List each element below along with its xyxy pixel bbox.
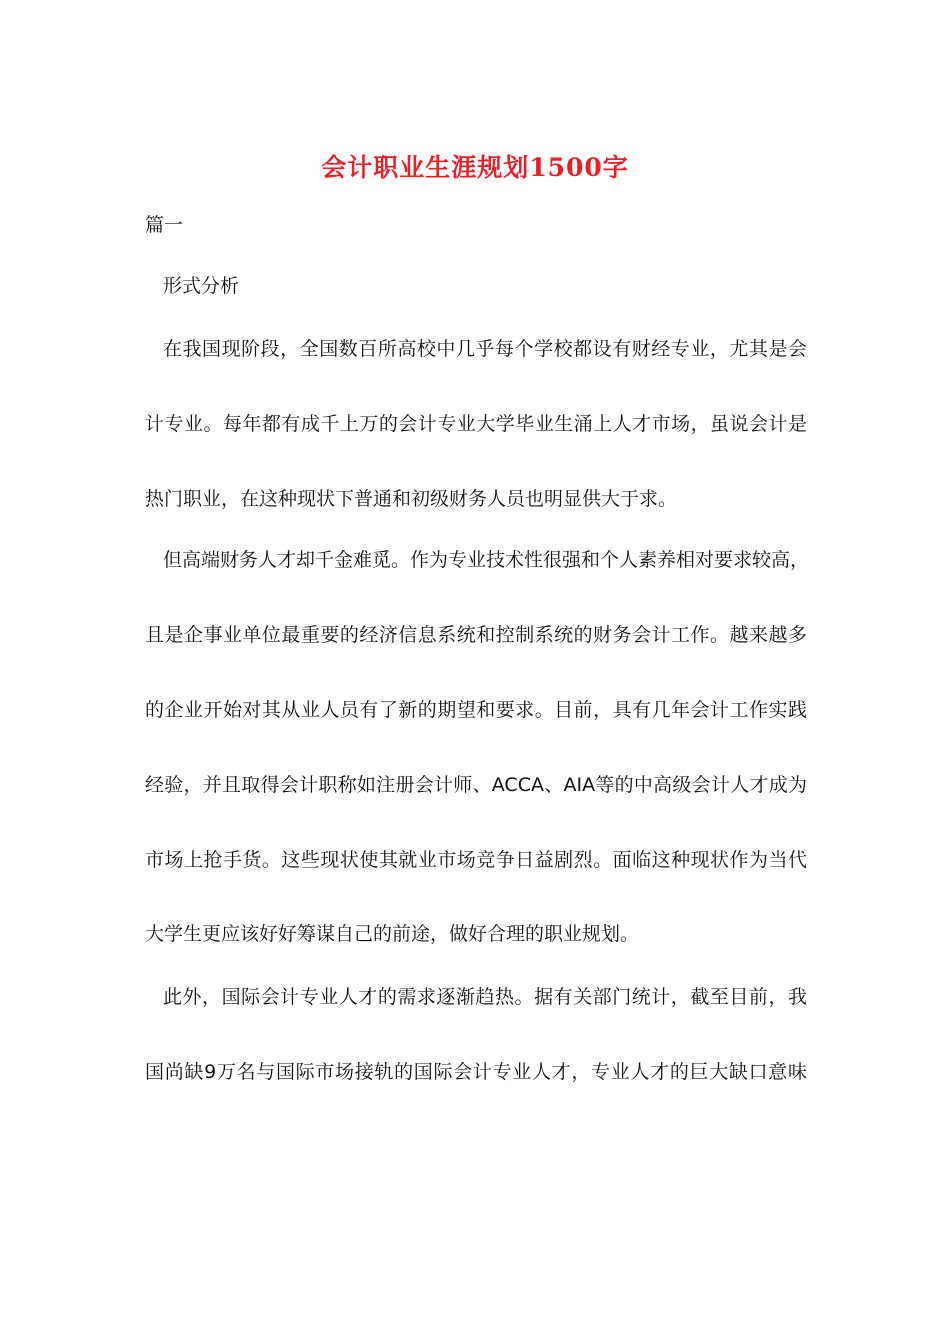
paragraph-line: 经验，并且取得会计职称如注册会计师、ACCA、AIA等的中高级会计人才成为	[145, 774, 807, 796]
paragraph-line: 但高端财务人才却千金难觅。作为专业技术性很强和个人素养相对要求较高，	[163, 549, 810, 571]
sub-heading: 形式分析	[163, 275, 240, 297]
paragraph-line: 此外，国际会计专业人才的需求逐渐趋热。据有关部门统计，截至目前，我	[163, 986, 807, 1008]
paragraph-line: 大学生更应该好好筹谋自己的前途，做好合理的职业规划。	[145, 923, 640, 945]
paragraph-line: 热门职业，在这种现状下普通和初级财务人员也明显供大于求。	[145, 488, 678, 510]
section-label: 篇一	[145, 214, 184, 236]
paragraph-line: 国尚缺9万名与国际市场接轨的国际会计专业人才，专业人才的巨大缺口意味	[145, 1061, 807, 1083]
paragraph-line: 计专业。每年都有成千上万的会计专业大学毕业生涌上人才市场，虽说会计是	[145, 413, 807, 435]
paragraph-line: 市场上抢手货。这些现状使其就业市场竞争日益剧烈。面临这种现状作为当代	[145, 849, 807, 871]
paragraph-line: 的企业开始对其从业人员有了新的期望和要求。目前，具有几年会计工作实践	[145, 699, 807, 721]
paragraph-line: 且是企事业单位最重要的经济信息系统和控制系统的财务会计工作。越来越多	[145, 624, 807, 646]
paragraph-line: 在我国现阶段，全国数百所高校中几乎每个学校都设有财经专业，尤其是会	[163, 338, 807, 360]
document-title: 会计职业生涯规划1500字	[321, 153, 629, 182]
